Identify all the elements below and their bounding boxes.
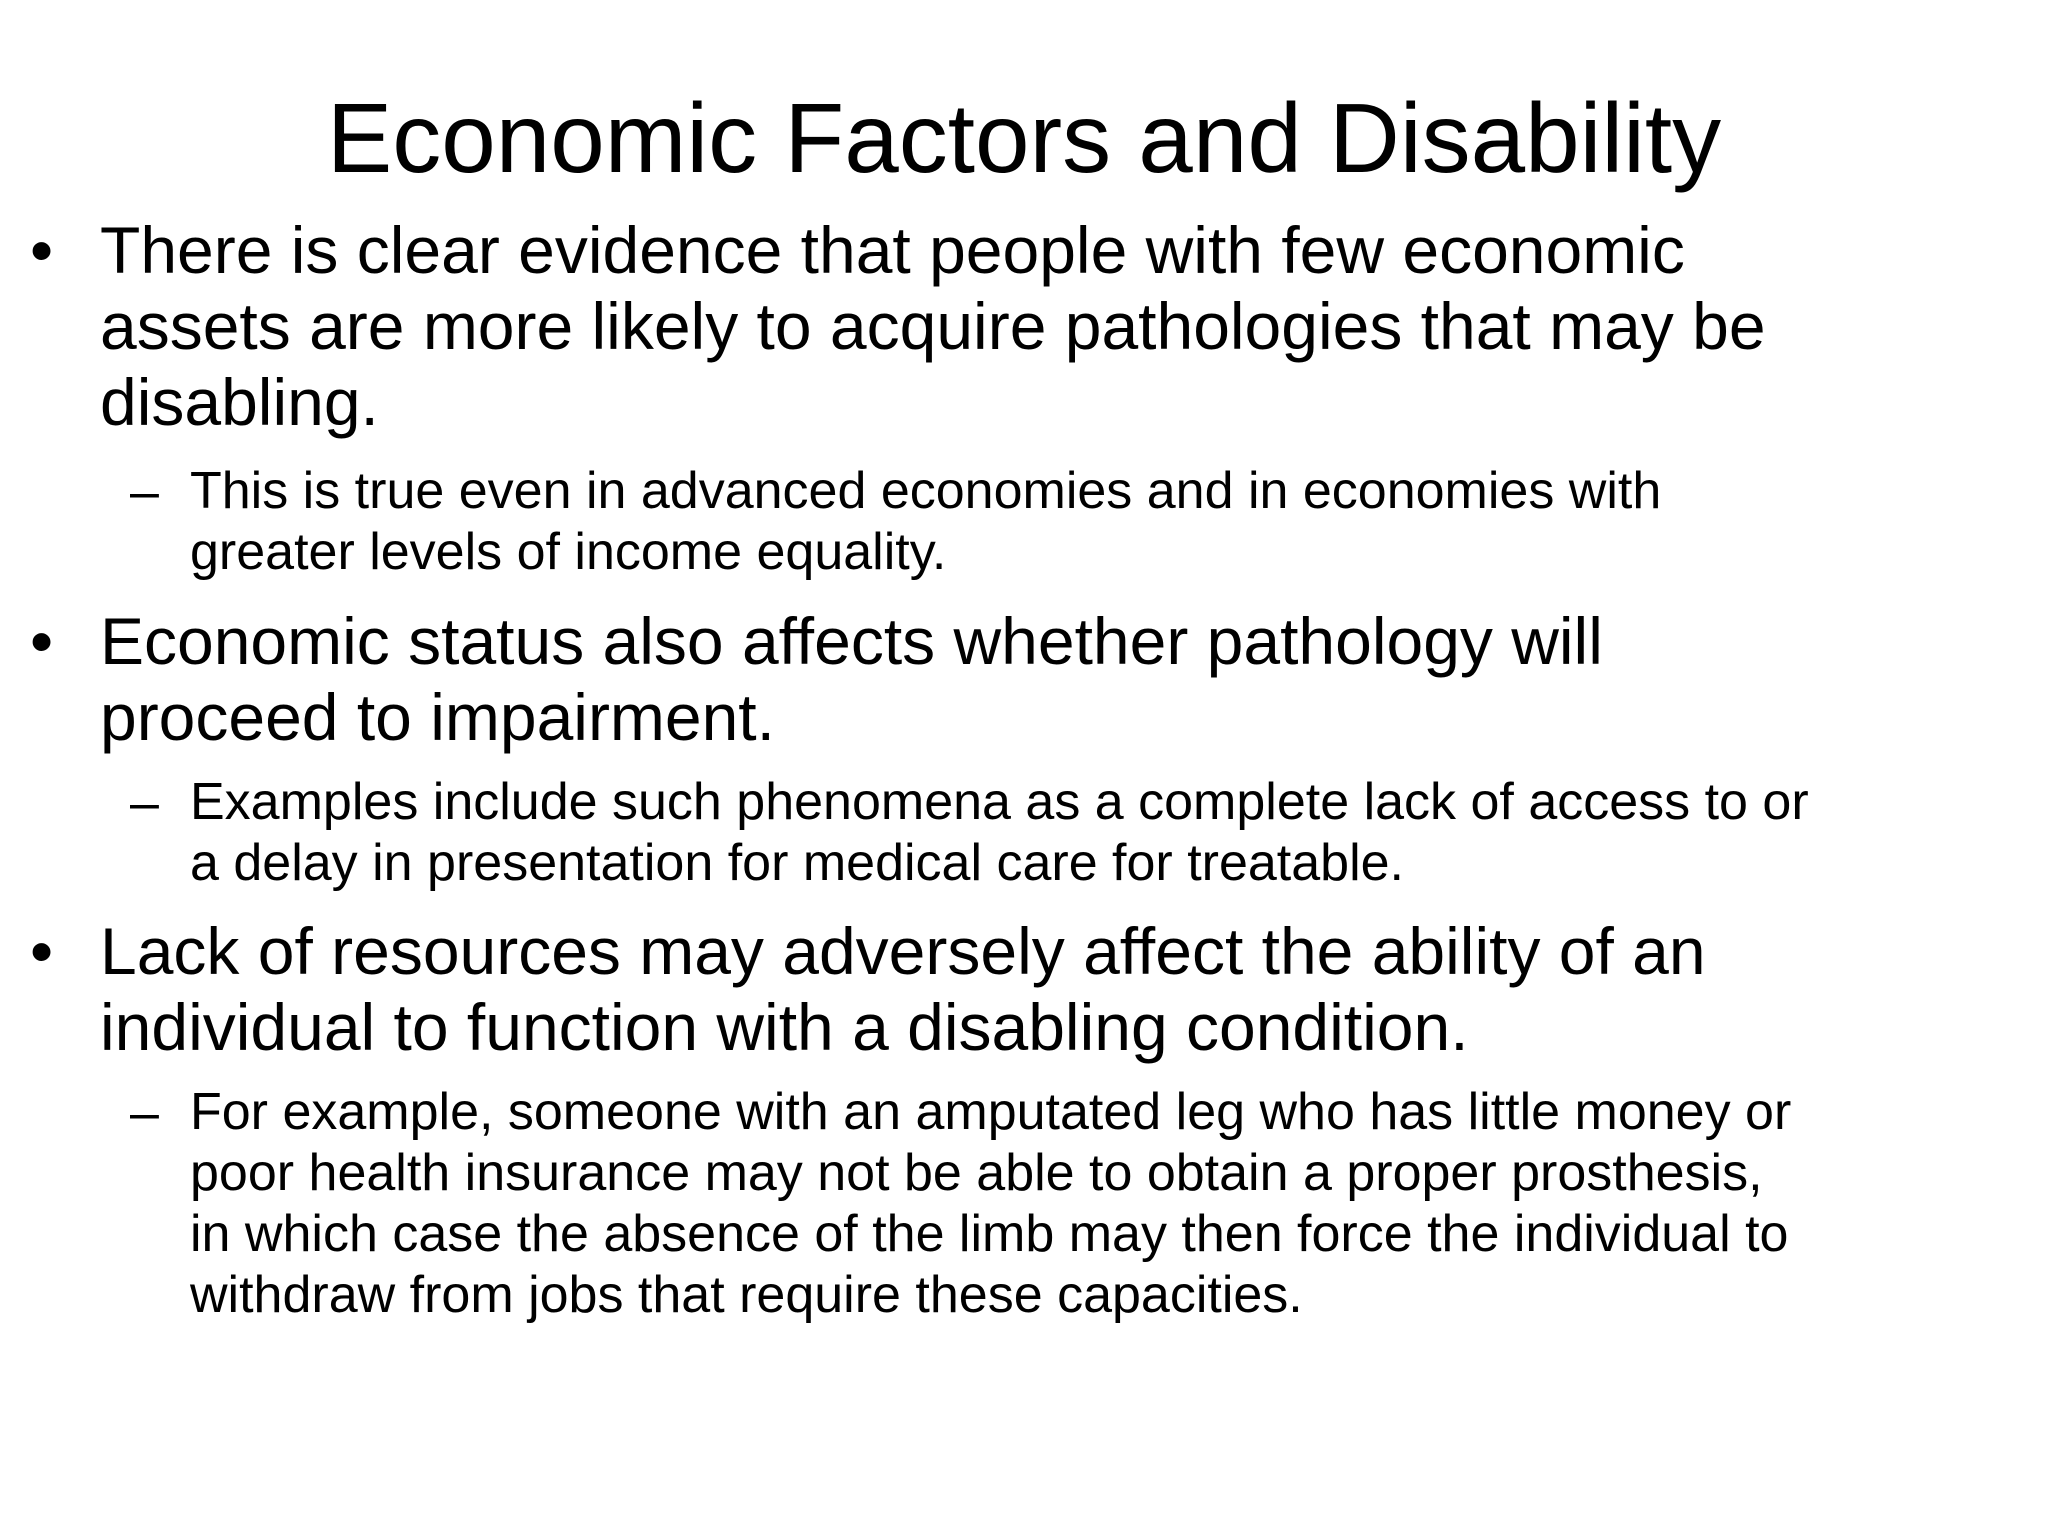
- slide-title: Economic Factors and Disability: [326, 83, 1722, 193]
- sub-bullet-marker: –: [130, 463, 159, 521]
- sub-bullet-marker: –: [130, 1084, 159, 1142]
- bullet-line: individual to function with a disabling condition.: [100, 990, 1469, 1064]
- sub-bullet-text: [190, 772, 2030, 894]
- sub-bullet-line: For example, someone with an amputated leg who has little money or: [190, 1083, 1792, 1141]
- bullet-line: proceed to impairment.: [100, 680, 775, 754]
- bullet-line: Lack of resources may adversely affect the ability of an: [100, 914, 1706, 988]
- bullet-line: disabling.: [100, 365, 379, 439]
- bullet-marker: •: [30, 914, 54, 988]
- sub-bullet-line: withdraw from jobs that require these capacities.: [190, 1266, 1303, 1324]
- sub-bullet-text: [190, 461, 2030, 583]
- bullet-text: [100, 913, 2030, 1065]
- sub-bullet-line: This is true even in advanced economies and in economies with: [190, 462, 1662, 520]
- sub-bullet-marker: –: [130, 774, 159, 832]
- sub-bullet-line: in which case the absence of the limb may then force the individual to: [190, 1205, 1789, 1263]
- bullet-text: [100, 212, 2030, 440]
- bullet-line: Economic status also affects whether pathology will: [100, 604, 1603, 678]
- bullet-marker: •: [30, 213, 54, 287]
- sub-bullet-text: [190, 1082, 2030, 1326]
- sub-bullet-line: a delay in presentation for medical care for treatable.: [190, 834, 1405, 892]
- bullet-text: [100, 603, 2030, 755]
- sub-bullet-line: Examples include such phenomena as a complete lack of access to or: [190, 773, 1809, 831]
- sub-bullet-line: greater levels of income equality.: [190, 523, 947, 581]
- bullet-line: There is clear evidence that people with few economic: [100, 213, 1685, 287]
- bullet-marker: •: [30, 604, 54, 678]
- bullet-line: assets are more likely to acquire pathologies that may be: [100, 289, 1766, 363]
- sub-bullet-line: poor health insurance may not be able to obtain a proper prosthesis,: [190, 1144, 1763, 1202]
